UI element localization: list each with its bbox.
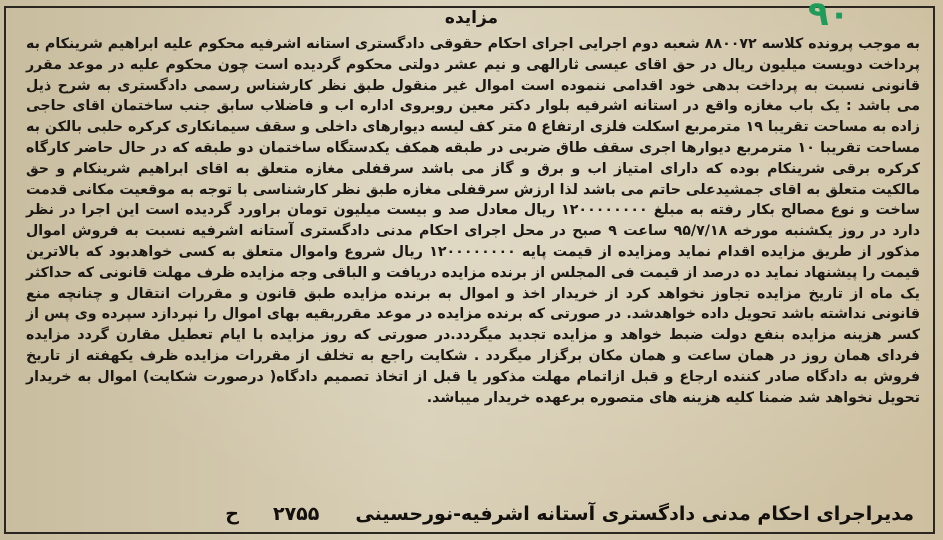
notice-footer [30,496,920,532]
notice-number: ۲۷۵۵ [272,503,320,525]
notice-mark: ح [225,503,239,525]
notice-body [26,34,920,408]
notice-paragraph: به موجب پرونده کلاسه ۸۸۰۰۷۲ شعبه دوم اجرایی اجرای احکام حقوقی دادگستری استانه اشرفیه محکوم علیه ابراهیم شرینکام به پرداخت دویست میلیون ریال در حق اقای عیسی ثارالهی و نیم عشر دولتی محکوم گردیده است چون محکوم علیه در موعد مقرر قانونی نسبت به پرداخت بدهی خود اقدامی ننموده است اموال غیر منقول طبق نظر کارشناس رسمی دادگستری به شرح ذیل می باشد : یک باب مغازه واقع در استانه اشرفیه بلوار دکتر معین روبروی اداره اب و فاضلاب سابق جنب ساختمان اقای حاجی زاده به مساحت تقریبا ۱۹ مترمربع اسکلت فلزی ارتفاع ۵ متر کف لیسه دیوارهای داخلی و سقف سیمانکاری کرکره حلبی بالکن به مساحت تقریبا ۱۰ مترمربع دیوارها اجری سقف طاق ضربی در طبقه همکف یکدستگاه ساختمان دو طبقه که در حال حاضر کارگاه کرکره برقی شرینکام بوده که دارای امتیاز اب و برق و گاز می باشد سرقفلی مغازه متعلق به اقای ابراهیم شرینکام و حق مالکیت متعلق به اقای جمشیدعلی حاتم می باشد لذا ارزش سرقفلی مغازه طبق نظر کارشناسی با توجه به موقعیت مکانی قدمت ساخت و نوع مصالح بکار رفته به مبلغ ۱۲۰۰۰۰۰۰۰۰ ریال معادل صد و بیست میلیون تومان براورد گردیده است این اجرا در نظر دارد در روز یکشنبه مورخه ۹۵/۷/۱۸ ساعت ۹ صبح در محل اجرای احکام مدنی دادگستری آستانه اشرفیه نسبت به فروش اموال مذکور از طریق مزایده اقدام نماید ومزایده از قیمت پایه ۱۲۰۰۰۰۰۰۰۰ ریال شروع واموال متعلق به کسی خواهدبود که بالاترین قیمت را پیشنهاد نماید ده درصد از قیمت فی المجلس از برنده مزایده دریافت و الباقی وجه مزایده ظرف مهلت قانونی که حداکثر یک ماه از تاریخ مزایده تجاوز نخواهد کرد از خریدار اخذ و اموال به برنده مزایده طبق قانون و مقررات انتقال و چنانچه منع قانونی نداشته باشد تحویل داده خواهدشد. در صورتی که برنده مزایده در موعد مقرربقیه بهای اموال را نپردازد سپرده وی پس از کسر هزینه مزایده بنفع دولت ضبط خواهد و مزایده تجدید میگردد.در صورتی که روز مزایده با ایام تعطیل مقارن گردد مزایده فردای همان روز در همان ساعت و همان مکان برگزار میگردد . شکایت راجع به تخلف از مقررات مزایده ظرف یکهفته از تاریخ فروش به دادگاه صادر کننده ارجاع و قبل ازاتمام مهلت مذکور یا قبل از اتخاذ تصمیم دادگاه( درصورت شکایت) اموال به خریدار تحویل نخواهد شد ضمنا کلیه هزینه های متصوره برعهده خریدار میباشد. [26,36,920,406]
handwritten-stamp: ۹۰ [808,0,850,34]
signature-line: مدیراجرای احکام مدنی دادگستری آستانه اشرفیه-نورحسینی [355,503,914,525]
notice-title: مزایده [444,8,499,28]
